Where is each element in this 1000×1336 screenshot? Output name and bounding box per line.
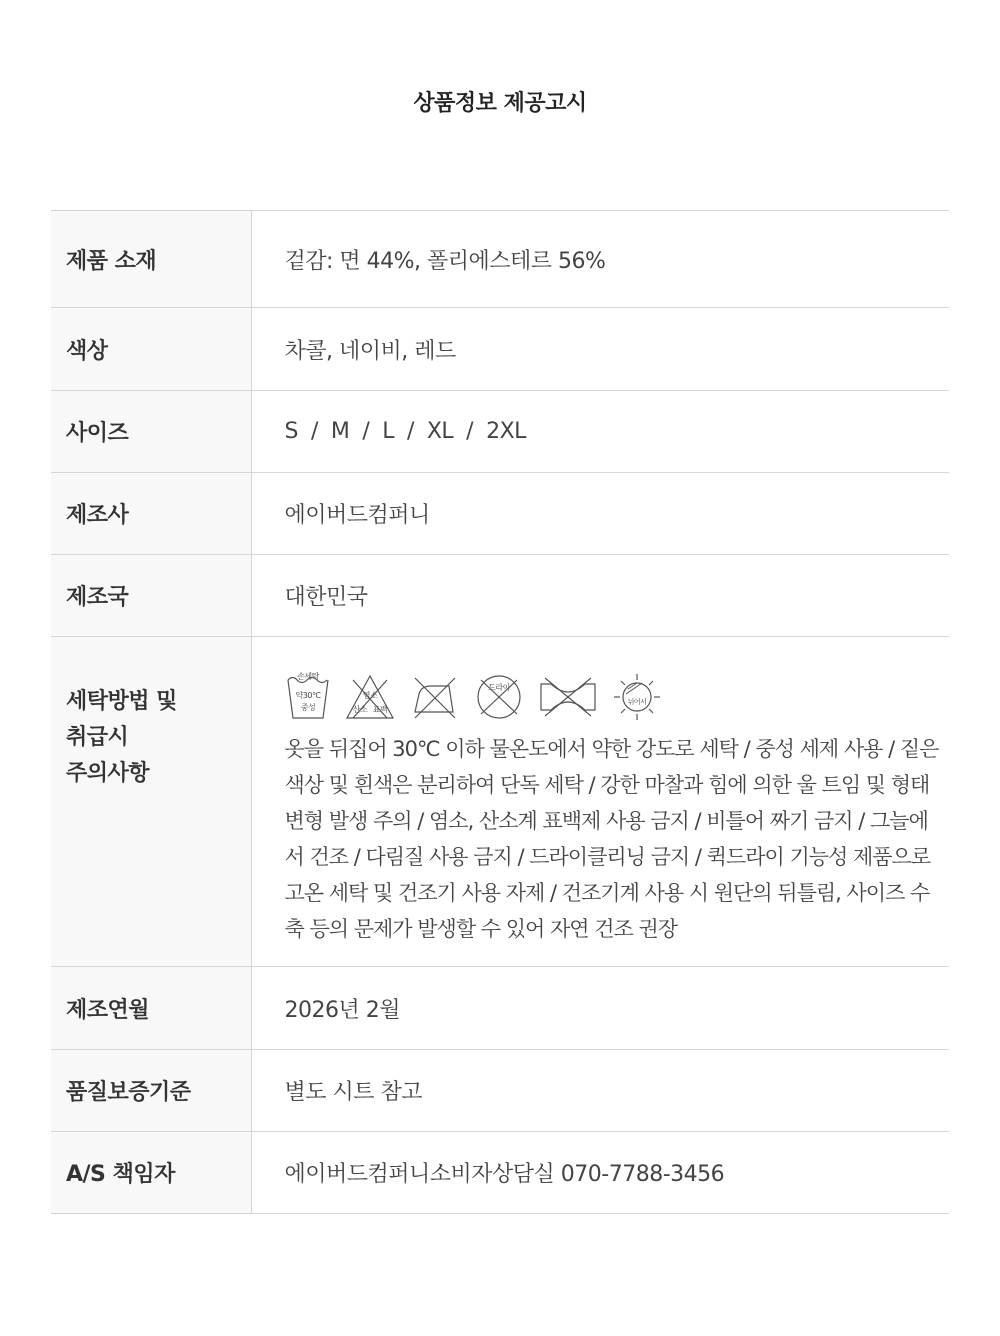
value-color: 차콜, 네이비, 레드 bbox=[251, 308, 949, 391]
shade-dry-icon bbox=[611, 672, 663, 722]
no-iron-icon bbox=[409, 672, 461, 722]
row-date bbox=[51, 967, 949, 1050]
value-maker: 에이버드컴퍼니 bbox=[251, 473, 949, 555]
product-info-table bbox=[51, 210, 949, 1214]
label-maker: 제조사 bbox=[51, 473, 251, 555]
label-date: 제조연월 bbox=[51, 967, 251, 1050]
no-dry-clean-icon bbox=[473, 672, 525, 722]
value-washing bbox=[251, 637, 949, 967]
hand-wash-text: 손세탁 bbox=[296, 672, 319, 681]
bleach-top-text: 염소 bbox=[362, 691, 377, 700]
value-as: 에이버드컴퍼니소비자상담실 070-7788-3456 bbox=[251, 1132, 949, 1214]
bleach-right-text: 표백 bbox=[372, 705, 387, 714]
shade-dry-text: 뉘어서 bbox=[627, 698, 646, 706]
dry-clean-text: 드라이 bbox=[487, 683, 510, 692]
label-quality: 품질보증기준 bbox=[51, 1050, 251, 1132]
value-quality: 별도 시트 참고 bbox=[251, 1050, 949, 1132]
label-size: 사이즈 bbox=[51, 391, 251, 473]
label-washing bbox=[51, 637, 251, 967]
row-country bbox=[51, 555, 949, 637]
row-material bbox=[51, 211, 949, 308]
no-bleach-icon bbox=[343, 672, 397, 722]
bleach-left-text: 산소 bbox=[352, 705, 367, 714]
label-washing-line: 취급시 bbox=[66, 725, 129, 750]
value-material: 겉감: 면 44%, 폴리에스테르 56% bbox=[251, 211, 949, 308]
row-maker bbox=[51, 473, 949, 555]
row-quality bbox=[51, 1050, 949, 1132]
hand-wash-temp: 약30℃ bbox=[295, 691, 320, 700]
washing-instructions: 옷을 뒤집어 30℃ 이하 물온도에서 약한 강도로 세탁 / 중성 세제 사용 / 짙은 색상 및 흰색은 분리하여 단독 세탁 / 강한 마찰과 힘에 의한 울 트임 및 형태변형 발생 주의 / 염소, 산소계 표백제 사용 금지 / 비틀어 짜기 금지 / 그늘에서 건조 / 다림질 사용 금지 / 드라이클리닝 금지 / 퀵드라이 기능성 제품으로 고온 세탁 및 건조기 사용 자제 / 건조기계 사용 시 원단의 뒤틀림, 사이즈 수축 등의 문제가 발생할 수 있어 자연 건조 권장 bbox=[284, 737, 939, 941]
label-washing-line: 세탁방법 및 bbox=[66, 689, 177, 714]
row-washing bbox=[51, 637, 949, 967]
value-size: S / M / L / XL / 2XL bbox=[251, 391, 949, 473]
label-as: A/S 책임자 bbox=[51, 1132, 251, 1214]
no-wring-icon bbox=[537, 672, 599, 722]
label-country: 제조국 bbox=[51, 555, 251, 637]
hand-wash-neutral: 중성 bbox=[300, 703, 315, 712]
label-material: 제품 소재 bbox=[51, 211, 251, 308]
row-color bbox=[51, 308, 949, 391]
hand-wash-icon bbox=[285, 672, 331, 722]
value-country: 대한민국 bbox=[251, 555, 949, 637]
row-as bbox=[51, 1132, 949, 1214]
care-icons bbox=[285, 669, 942, 725]
label-color: 색상 bbox=[51, 308, 251, 391]
row-size bbox=[51, 391, 949, 473]
value-date: 2026년 2월 bbox=[251, 967, 949, 1050]
page-title: 상품정보 제공고시 bbox=[413, 91, 587, 116]
label-washing-line: 주의사항 bbox=[66, 761, 150, 786]
